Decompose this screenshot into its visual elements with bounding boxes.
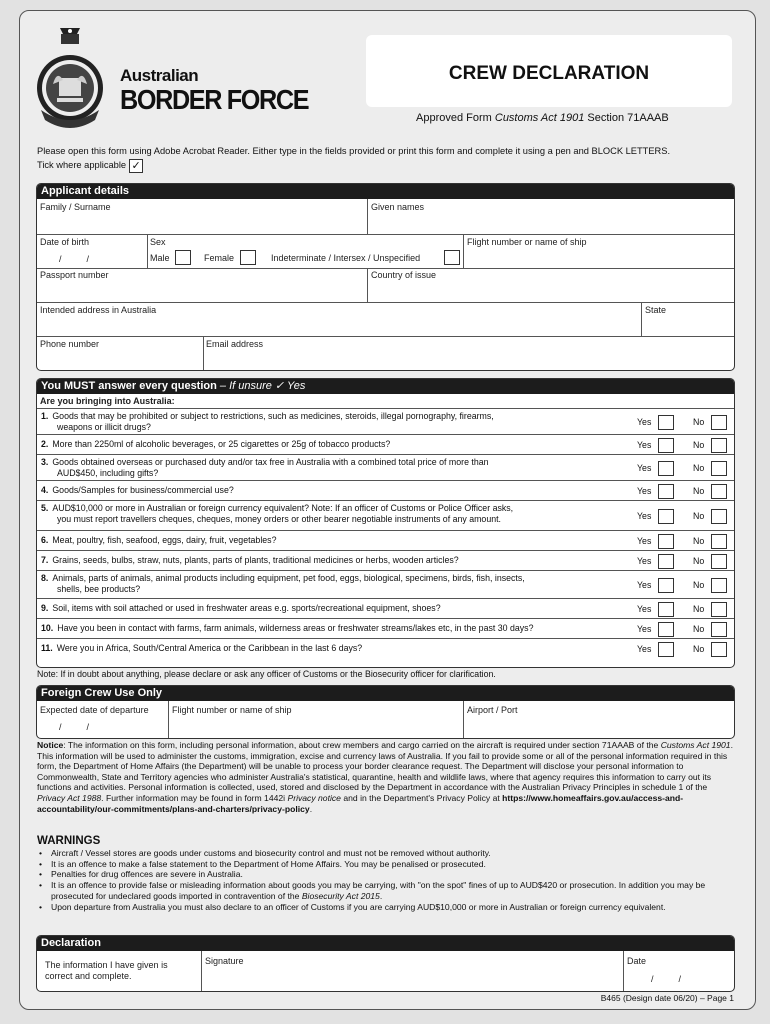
approved-form-line: Approved Form Customs Act 1901 Section 71AAAB	[416, 112, 669, 124]
email-label: Email address	[206, 339, 264, 349]
questions-heading: You MUST answer every question – If unsure ✓ Yes	[37, 379, 734, 394]
yes-checkbox[interactable]	[658, 642, 674, 657]
yes-label: Yes	[637, 580, 652, 590]
yes-label: Yes	[637, 624, 652, 634]
question-row	[37, 599, 734, 619]
departure-date-field[interactable]: / /	[59, 722, 90, 732]
declaration-heading: Declaration	[37, 936, 734, 951]
yes-checkbox[interactable]	[658, 602, 674, 617]
female-checkbox[interactable]	[240, 250, 256, 265]
indeterminate-checkbox[interactable]	[444, 250, 460, 265]
question-text: 10. Have you been in contact with farms, farm animals, wilderness areas or freshwater streams/lakes etc, in the past 30 days?	[41, 623, 534, 633]
question-text: 6. Meat, poultry, fish, seafood, eggs, dairy, fruit, vegetables?	[41, 535, 277, 545]
male-checkbox[interactable]	[175, 250, 191, 265]
no-label: No	[693, 644, 705, 654]
question-row	[37, 531, 734, 551]
no-label: No	[693, 486, 705, 496]
no-checkbox[interactable]	[711, 461, 727, 476]
yes-label: Yes	[637, 511, 652, 521]
given-names-label: Given names	[371, 202, 425, 212]
no-label: No	[693, 417, 705, 427]
signature-label: Signature	[205, 956, 244, 966]
passport-number-field[interactable]	[40, 282, 365, 300]
warning-item: • Penalties for drug offences are severe in Australia.	[37, 869, 737, 880]
no-label: No	[693, 440, 705, 450]
foreign-flight-label: Flight number or name of ship	[172, 705, 292, 715]
family-name-label: Family / Surname	[40, 202, 111, 212]
questions-section	[36, 378, 735, 668]
no-checkbox[interactable]	[711, 642, 727, 657]
yes-label: Yes	[637, 644, 652, 654]
declaration-section	[36, 935, 735, 992]
warning-item: • It is an offence to make a false statement to the Department of Home Affairs. You may be penalised or prosecuted.	[37, 859, 737, 870]
email-field[interactable]	[206, 351, 730, 367]
yes-checkbox[interactable]	[658, 484, 674, 499]
question-row	[37, 551, 734, 571]
foreign-flight-field[interactable]	[172, 717, 462, 735]
question-text: 2. More than 2250ml of alcoholic beverages, or 25 cigarettes or 25g of tobacco products?	[41, 439, 391, 449]
passport-number-label: Passport number	[40, 270, 109, 280]
country-of-issue-field[interactable]	[370, 282, 730, 300]
title-box	[366, 35, 732, 107]
yes-label: Yes	[637, 463, 652, 473]
no-checkbox[interactable]	[711, 509, 727, 524]
airport-port-field[interactable]	[467, 717, 729, 735]
state-field[interactable]	[644, 317, 730, 335]
warning-item: • Upon departure from Australia you must also declare to an officer of Customs if you are carrying AUD$10,000 or more in Australian or foreign currency equivalent.	[37, 902, 737, 913]
privacy-policy-link[interactable]: https://www.homeaffairs.gov.au/access-and-accountability/our-commitments/plans-and-charters/privacy-policy	[37, 792, 684, 814]
no-checkbox[interactable]	[711, 622, 727, 637]
yes-label: Yes	[637, 440, 652, 450]
question-row	[37, 571, 734, 599]
phone-field[interactable]	[40, 351, 200, 367]
privacy-notice: Notice: The information on this form, including personal information, about crew members and cargo carried on the aircraft is required under section 71AAAB of the Customs Act 1901. This information will be used to administer the customs, immigration, excise and currency laws of Australia. If you fail to provide some or all of the personal information required in this form, the Department of Home Affairs (the Department) will be unable to process your border clearance request. The Department will disclose your personal information to Commonwealth, State and Territory agencies who administer Australia's statistical, quarantine, health and wildlife laws, where that agency requires this information to carry out its functions and activities. Personal information is collected, used, stored and disclosed by the Department in accordance with the Australian Privacy Principles in schedule 1 of the Privacy Act 1988. Further information may be found in form 1442i Privacy notice and in the Department's Privacy Policy at https://www.homeaffairs.gov.au/access-and-accountability/our-commitments/plans-and-charters/privacy-policy.	[37, 740, 733, 814]
instructions: Please open this form using Adobe Acrobat Reader. Either type in the fields provided or print this form and complete it using a pen and BLOCK LETTERS. Tick where applicable ✓	[37, 146, 671, 172]
question-text: 4. Goods/Samples for business/commercial use?	[41, 485, 234, 495]
yes-label: Yes	[637, 604, 652, 614]
question-row	[37, 639, 734, 659]
yes-checkbox[interactable]	[658, 534, 674, 549]
tick-example-icon: ✓	[129, 159, 143, 173]
male-label: Male	[150, 253, 170, 263]
questions-subheading: Are you bringing into Australia:	[40, 396, 175, 406]
logo-australian: Australian	[120, 66, 199, 85]
no-checkbox[interactable]	[711, 578, 727, 593]
no-checkbox[interactable]	[711, 484, 727, 499]
dob-label: Date of birth	[40, 237, 90, 247]
date-label: Date	[627, 956, 647, 966]
female-label: Female	[204, 253, 235, 263]
question-row	[37, 409, 734, 435]
yes-checkbox[interactable]	[658, 554, 674, 569]
yes-checkbox[interactable]	[658, 461, 674, 476]
yes-label: Yes	[637, 556, 652, 566]
applicant-details-section	[36, 183, 735, 371]
signature-field[interactable]	[205, 968, 620, 988]
question-row	[37, 455, 734, 481]
no-checkbox[interactable]	[711, 602, 727, 617]
warning-item: • It is an offence to provide false or misleading information about goods you may be carrying, with "on the spot" fines of up to AUD$420 or prosecution. In addition you may be prosecuted for undeclared goods imported in contravention of the Biosecurity Act 2015.	[37, 880, 737, 901]
given-names-field[interactable]	[370, 214, 730, 232]
no-label: No	[693, 511, 705, 521]
applicant-details-heading: Applicant details	[37, 184, 734, 199]
foreign-crew-heading: Foreign Crew Use Only	[37, 686, 734, 701]
question-text: 8. Animals, parts of animals, animal products including equipment, pet food, eggs, biological, specimens, birds, fish, insects, shells, bee products?	[41, 573, 525, 594]
question-text: 11. Were you in Africa, South/Central America or the Caribbean in the last 6 days?	[41, 643, 363, 653]
airport-port-label: Airport / Port	[467, 705, 518, 715]
yes-checkbox[interactable]	[658, 438, 674, 453]
question-row	[37, 501, 734, 531]
question-row	[37, 619, 734, 639]
no-label: No	[693, 580, 705, 590]
question-text: 1. Goods that may be prohibited or subject to restrictions, such as medicines, steroids, illegal pornography, firearms, weapons or illicit drugs?	[41, 411, 494, 432]
date-field[interactable]: / /	[651, 974, 682, 984]
question-text: 3. Goods obtained overseas or purchased duty and/or tax free in Australia with a combined total price of more than AUD$450, including gifts?	[41, 457, 489, 478]
no-checkbox[interactable]	[711, 554, 727, 569]
yes-checkbox[interactable]	[658, 509, 674, 524]
warnings-list	[37, 848, 737, 912]
country-of-issue-label: Country of issue	[371, 270, 437, 280]
address-field[interactable]	[40, 317, 638, 335]
warning-item: • Aircraft / Vessel stores are goods under customs and biosecurity control and must not be removed without authority.	[37, 848, 737, 859]
yes-checkbox[interactable]	[658, 415, 674, 430]
question-text: 5. AUD$10,000 or more in Australian or foreign currency equivalent? Note: If an officer of Customs or Police Officer asks, you must report travellers cheques, cheques, money orders or other bearer negotiable instruments of any amount.	[41, 503, 514, 524]
logo-border-force: BORDER FORCE	[120, 84, 309, 115]
question-text: 7. Grains, seeds, bulbs, straw, nuts, plants, parts of plants, traditional medicines or herbs, wooden articles?	[41, 555, 459, 565]
family-name-field[interactable]	[40, 214, 365, 232]
yes-label: Yes	[637, 417, 652, 427]
page-title: CREW DECLARATION	[448, 63, 650, 84]
state-label: State	[645, 305, 667, 315]
no-label: No	[693, 536, 705, 546]
question-row	[37, 435, 734, 455]
yes-label: Yes	[637, 486, 652, 496]
departure-date-label: Expected date of departure	[40, 705, 149, 715]
foreign-crew-section	[36, 685, 735, 739]
question-row	[37, 481, 734, 501]
no-label: No	[693, 556, 705, 566]
declaration-statement: The information I have given is correct and complete.	[45, 960, 168, 981]
sex-label: Sex	[150, 237, 166, 247]
indeterminate-label: Indeterminate / Intersex / Unspecified	[271, 253, 421, 263]
flight-number-field[interactable]	[467, 249, 729, 266]
form-footer: B465 (Design date 06/20) – Page 1	[600, 993, 734, 1003]
question-text: 9. Soil, items with soil attached or used in freshwater areas e.g. sports/recreational equipment, shoes?	[41, 603, 441, 613]
yes-checkbox[interactable]	[658, 578, 674, 593]
phone-label: Phone number	[40, 339, 100, 349]
warnings-title: WARNINGS	[37, 835, 101, 847]
no-checkbox[interactable]	[711, 415, 727, 430]
no-checkbox[interactable]	[711, 534, 727, 549]
no-label: No	[693, 624, 705, 634]
note: Note: If in doubt about anything, please declare or ask any officer of Customs or the Biosecurity officer for clarification.	[37, 669, 496, 679]
yes-label: Yes	[637, 536, 652, 546]
flight-number-label: Flight number or name of ship	[467, 237, 587, 247]
no-label: No	[693, 463, 705, 473]
yes-checkbox[interactable]	[658, 622, 674, 637]
dob-field[interactable]: / /	[59, 254, 90, 264]
no-checkbox[interactable]	[711, 438, 727, 453]
coat-of-arms-crest	[35, 26, 105, 136]
address-label: Intended address in Australia	[40, 305, 157, 315]
no-label: No	[693, 604, 705, 614]
